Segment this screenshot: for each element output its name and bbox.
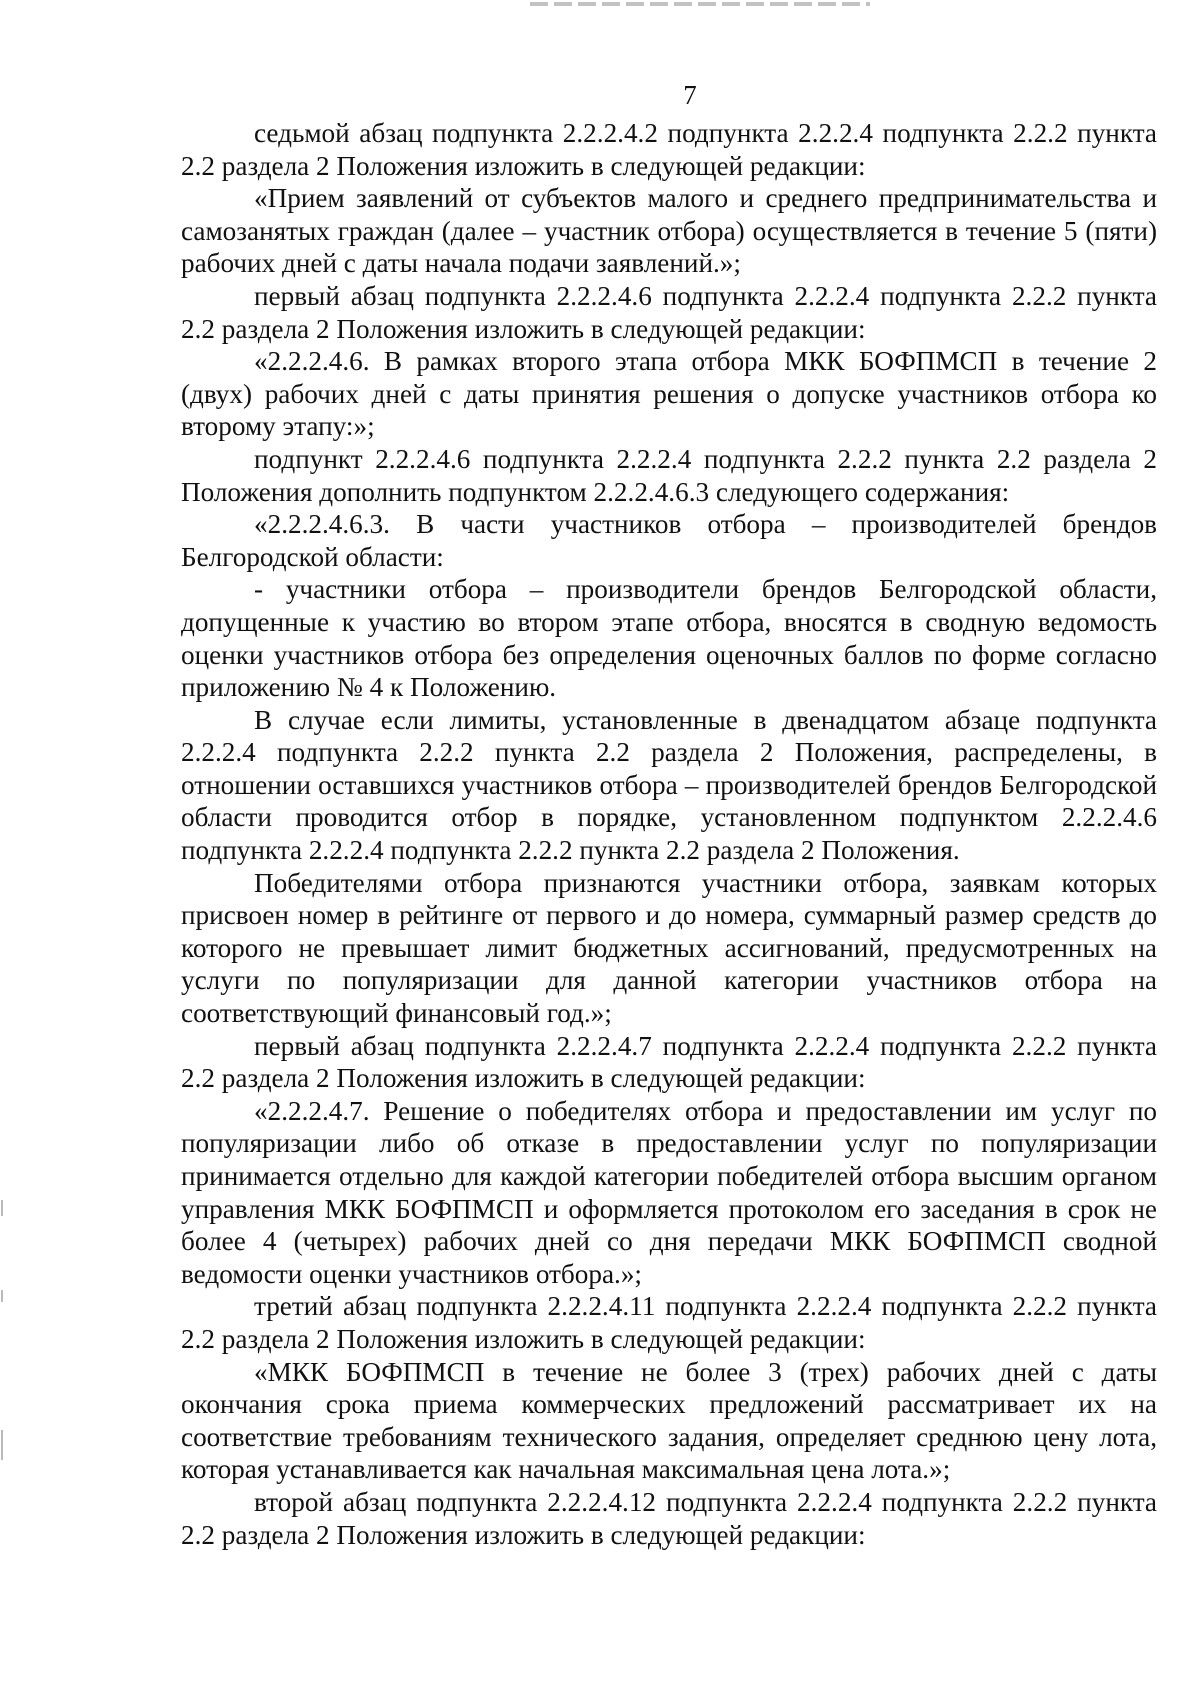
paragraph: первый абзац подпункта 2.2.2.4.7 подпункта 2.2.2.4 подпункта 2.2.2 пункта 2.2 раздела 2 Положения изложить в следующей редакции: — [181, 1030, 1157, 1094]
paragraph: второй абзац подпункта 2.2.2.4.12 подпункта 2.2.2.4 подпункта 2.2.2 пункта 2.2 раздела 2 Положения изложить в следующей редакции: — [181, 1486, 1157, 1550]
page-number: 7 — [683, 80, 697, 110]
paragraph: третий абзац подпункта 2.2.2.4.11 подпункта 2.2.2.4 подпункта 2.2.2 пункта 2.2 раздела 2 Положения изложить в следующей редакции: — [181, 1291, 1157, 1354]
scan-edge-artifact — [0, 0, 4, 1705]
paragraph: «2.2.2.4.6. В рамках второго этапа отбора МКК БОФПМСП в течение 2 (двух) рабочих дней с даты принятия решения о допуске участников отбора ко второму этапу:»; — [181, 346, 1157, 442]
paragraph: «МКК БОФПМСП в течение не более 3 (трех) рабочих дней с даты окончания срока приема коммерческих предложений рассматривает их на соответствие требованиям технического задания, определяет среднюю цену лота, которая устанавливается как начальная максимальная цена лота.»; — [181, 1356, 1157, 1485]
document-body — [181, 117, 1157, 1551]
paragraph: «2.2.2.4.7. Решение о победителях отбора и предоставлении им услуг по популяризации либо об отказе в предоставлении услуг по популяризации принимается отдельно для каждой категории победителей отбора высшим органом управления МКК БОФПМСП и оформляется протоколом его заседания в срок не более 4 (четырех) рабочих дней со дня передачи МКК БОФПМСП сводной ведомости оценки участников отбора.»; — [181, 1095, 1157, 1289]
paragraph: - участники отбора – производители брендов Белгородской области, допущенные к участию во втором этапе отбора, вносятся в сводную ведомость оценки участников отбора без определения оценочных баллов по форме согласно приложению № 4 к Положению. — [181, 574, 1157, 703]
paragraph: Победителями отбора признаются участники отбора, заявкам которых присвоен номер в рейтинге от первого и до номера, суммарный размер средств до которого не превышает лимит бюджетных ассигнований, предусмотренных на услуги по популяризации для данной категории участников отбора на соответствующий финансовый год.»; — [181, 867, 1157, 1029]
scan-header-artifact — [530, 2, 870, 6]
paragraph: первый абзац подпункта 2.2.2.4.6 подпункта 2.2.2.4 подпункта 2.2.2 пункта 2.2 раздела 2 Положения изложить в следующей редакции: — [181, 280, 1157, 344]
paragraph: «Прием заявлений от субъектов малого и среднего предпринимательства и самозанятых граждан (далее – участник отбора) осуществляется в течение 5 (пяти) рабочих дней с даты начала подачи заявлений.»; — [181, 183, 1157, 279]
paragraph: седьмой абзац подпункта 2.2.2.4.2 подпункта 2.2.2.4 подпункта 2.2.2 пункта 2.2 раздела 2 Положения изложить в следующей редакции: — [181, 118, 1157, 181]
paragraph: В случае если лимиты, установленные в двенадцатом абзаце подпункта 2.2.2.4 подпункта 2.2.2 пункта 2.2 раздела 2 Положения, распределены, в отношении оставшихся участников отбора – производителей брендов Белгородской области проводится отбор в порядке, установленном подпунктом 2.2.2.4.6 подпункта 2.2.2.4 подпункта 2.2.2 пункта 2.2 раздела 2 Положения. — [181, 704, 1157, 866]
paragraph: подпункт 2.2.2.4.6 подпункта 2.2.2.4 подпункта 2.2.2 пункта 2.2 раздела 2 Положения дополнить подпунктом 2.2.2.4.6.3 следующего содержания: — [181, 443, 1157, 507]
paragraph: «2.2.2.4.6.3. В части участников отбора – производителей брендов Белгородской области: — [181, 509, 1157, 572]
